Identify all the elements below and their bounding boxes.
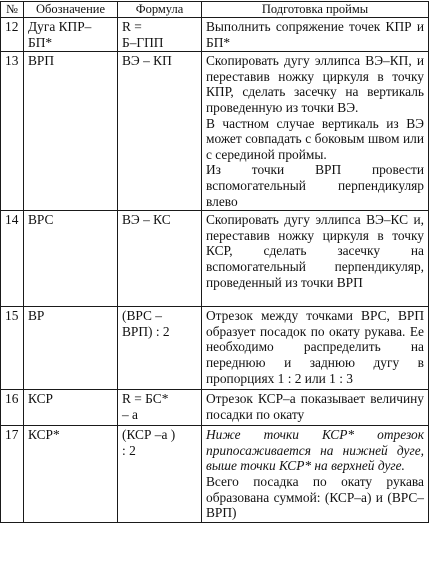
row-formula bbox=[118, 211, 202, 307]
preparation-paragraph: Из точки ВРП провести вспомогательный перпендикуляр влево bbox=[206, 162, 424, 209]
row-designation: ВРП bbox=[24, 52, 118, 211]
row-formula bbox=[118, 52, 202, 211]
row-number: 16 bbox=[1, 390, 24, 426]
row-preparation bbox=[202, 18, 429, 52]
formula-line: (ВРС – bbox=[122, 308, 162, 324]
formula-line: : 2 bbox=[122, 442, 136, 458]
formula-line: R = БС* bbox=[122, 391, 169, 407]
row-preparation bbox=[202, 426, 429, 523]
preparation-paragraph: Ниже точки КСР* отрезок припосаживается на нижней дуге, выше точки КСР* на верхней дуге. bbox=[206, 427, 424, 474]
formula-line: (КСР –а ) bbox=[122, 427, 176, 443]
row-designation: ВР bbox=[24, 307, 118, 390]
row-preparation bbox=[202, 390, 429, 426]
header-designation: Обозначение bbox=[24, 2, 118, 18]
row-preparation bbox=[202, 52, 429, 211]
formula-line: ВРП) : 2 bbox=[122, 323, 170, 339]
row-formula bbox=[118, 18, 202, 52]
row-formula bbox=[118, 426, 202, 523]
preparation-paragraph: Отрезок КСР–а показывает величину посадки по окату bbox=[206, 391, 424, 422]
table-row bbox=[1, 52, 429, 211]
armhole-preparation-table bbox=[0, 1, 429, 523]
formula-line: – а bbox=[122, 406, 138, 422]
row-preparation bbox=[202, 307, 429, 390]
row-designation: ВРС bbox=[24, 211, 118, 307]
table-row bbox=[1, 18, 429, 52]
preparation-paragraph: Отрезок между точками ВРС, ВРП образует посадок по окату рукава. Ее необходимо распределить на переднюю и заднюю дугу в пропорциях 1 : 2 или 1 : 3 bbox=[206, 308, 424, 386]
row-number: 14 bbox=[1, 211, 24, 307]
header-formula: Формула bbox=[118, 2, 202, 18]
header-preparation: Подготовка проймы bbox=[202, 2, 429, 18]
preparation-paragraph: В частном случае вертикаль из ВЭ может совпадать с боковым швом или с серединой проймы. bbox=[206, 115, 424, 162]
preparation-paragraph: Выполнить сопряжение точек КПР и БП* bbox=[206, 19, 424, 50]
table-row bbox=[1, 390, 429, 426]
header-num: № bbox=[1, 2, 24, 18]
row-preparation bbox=[202, 211, 429, 307]
formula-line: R = bbox=[122, 19, 142, 34]
formula-line: Б–ГПП bbox=[122, 34, 164, 50]
preparation-paragraph: Всего посадка по окату рукава образована суммой: (КСР–а) и (ВРС– ВРП) bbox=[206, 473, 424, 521]
row-number: 15 bbox=[1, 307, 24, 390]
row-designation: КСР* bbox=[24, 426, 118, 523]
row-number: 13 bbox=[1, 52, 24, 211]
row-designation: Дуга КПР–БП* bbox=[24, 18, 118, 52]
row-formula bbox=[118, 390, 202, 426]
table-header-row bbox=[1, 2, 429, 18]
preparation-paragraph: Скопировать дугу эллипса ВЭ–КП, и переставив ножку циркуля в точку КПР, сделать засечку на вертикаль проведенную из точки ВЭ. bbox=[206, 53, 424, 115]
row-designation: КСР bbox=[24, 390, 118, 426]
table-row bbox=[1, 426, 429, 523]
table-row bbox=[1, 211, 429, 307]
formula-line: ВЭ – КС bbox=[122, 212, 171, 228]
row-number: 12 bbox=[1, 18, 24, 52]
formula-line: ВЭ – КП bbox=[122, 53, 172, 69]
row-number: 17 bbox=[1, 426, 24, 523]
row-formula bbox=[118, 307, 202, 390]
table-body bbox=[1, 18, 429, 523]
table-row bbox=[1, 307, 429, 390]
preparation-paragraph: Скопировать дугу эллипса ВЭ–КС и, переставив ножку циркуля в точку КСР, сделать засечку на вспомогательный перпендикуляр, проведенный из точки ВРП bbox=[206, 212, 424, 290]
